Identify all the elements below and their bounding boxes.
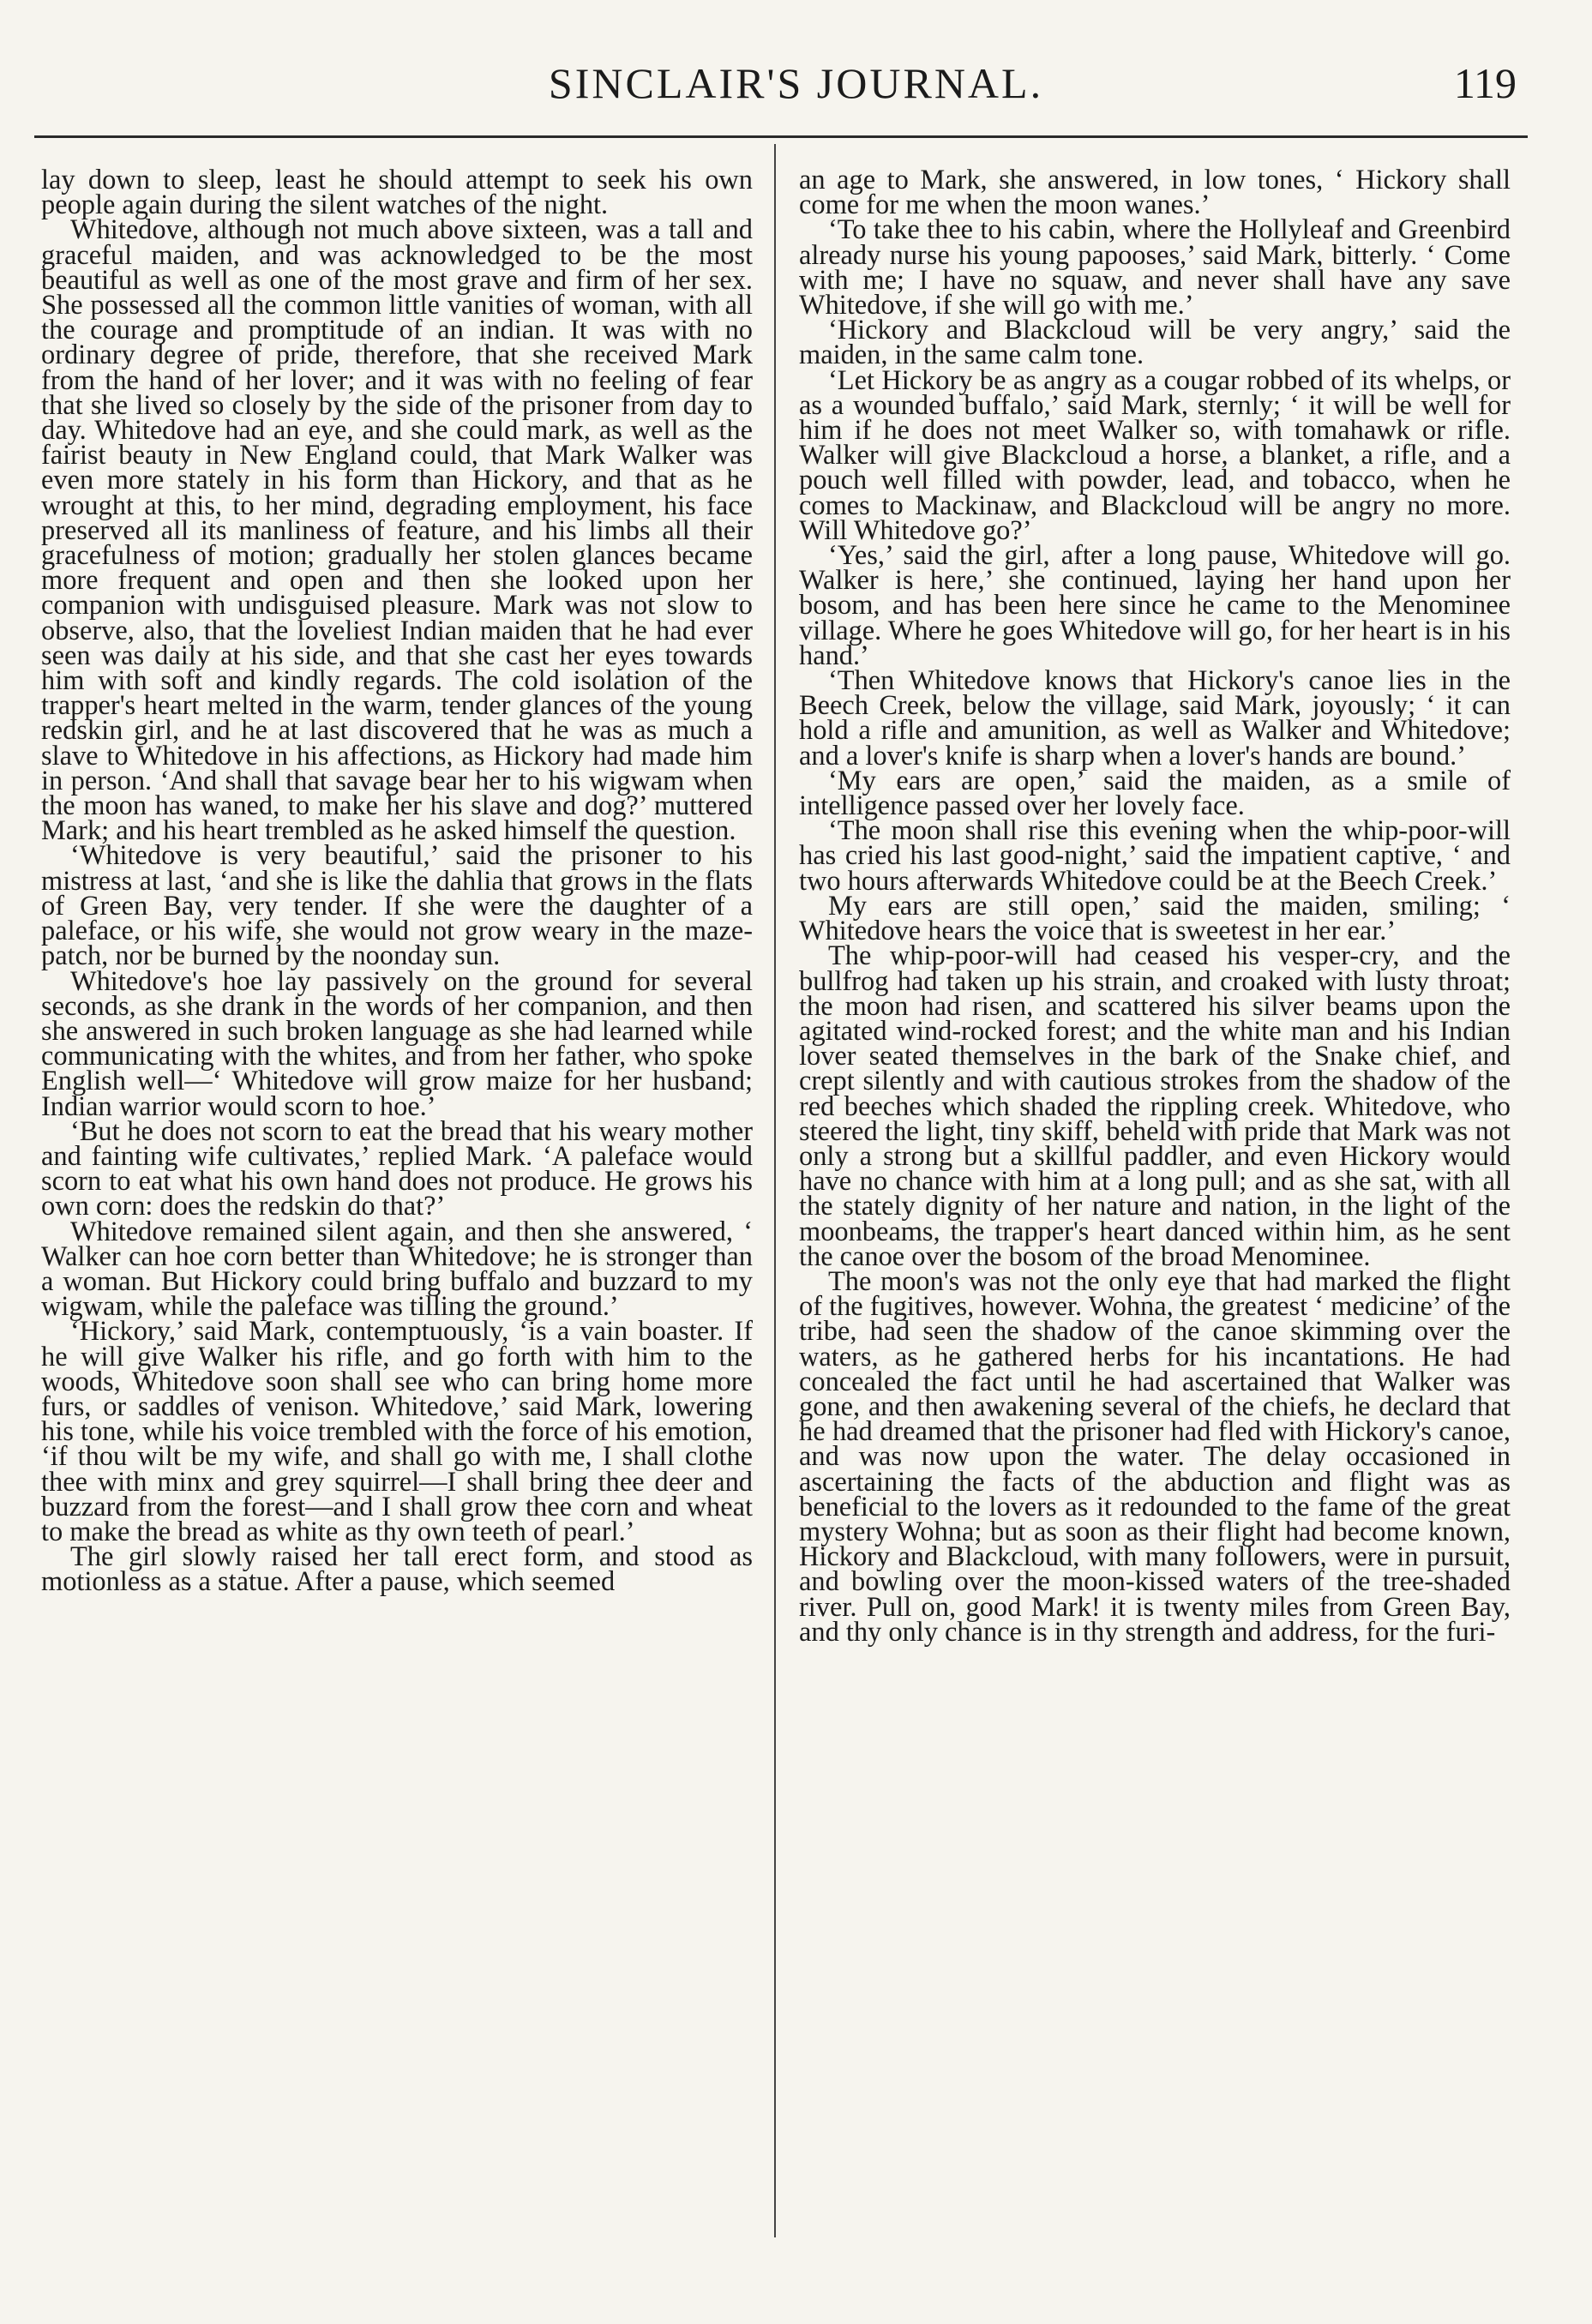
paragraph: The whip-poor-will had ceased his vesper-cry, and the bullfrog had taken up his strain, and croaked with lusty throat; the moon had risen, and scattered his silver beams upon the agitated wind-rocked forest; and the white man and his Indian lover seated themselves in the bark of the Snake chief, and crept silently and with cautious strokes from the shadow of the red beeches which shaded the rippling creek. Whitedove, who steered the light, tiny skiff, beheld with pride that Mark was not only a strong but a skillful paddler, and even Hickory would have no chance with him at a long pull; and as she sat, with all the stately dignity of her nature and nation, in the light of the moonbeams, the trapper's heart danced within him, as he sent the canoe over the bosom of the broad Menominee. [799,940,1511,1272]
running-title: SINCLAIR'S JOURNAL. [548,59,1044,107]
paragraph: ‘Then Whitedove knows that Hickory's canoe lies in the Beech Creek, below the village, said Mark, joyously; ‘ it can hold a rifle and amunition, as well as Walker and Whitedove; and a lover's knife is sharp when a lover's hands are bound.’ [799,665,1511,772]
paragraph: ‘My ears are open,’ said the maiden, as a smile of intelligence passed over her lovely face. [799,765,1511,822]
paragraph: an age to Mark, she answered, in low tones, ‘ Hickory shall come for me when the moon wanes.’ [799,168,1511,221]
paragraph: Whitedove's hoe lay passively on the ground for several seconds, as she drank in the words of her companion, and then she answered in such broken language as she had learned while communicating with the whites, and from her father, who spoke English well—‘ Whitedove will grow maize for her husband; Indian warrior would scorn to hoe.’ [41,965,753,1122]
paragraph: lay down to sleep, least he should attempt to seek his own people again during the silent watches of the night. [41,168,753,221]
page-number: 119 [1453,59,1517,107]
page-header [0,0,1592,137]
paragraph: ‘Yes,’ said the girl, after a long pause, Whitedove will go. Walker is here,’ she continued, laying her hand upon her bosom, and has been here since he came to the Menominee village. Where he goes Whitedove will go, for her heart is in his hand.’ [799,540,1511,671]
paragraph: The moon's was not the only eye that had marked the flight of the fugitives, however. Wohna, the greatest ‘ medicine’ of the tribe, had seen the shadow of the canoe skimming over the waters, as he gathered herbs for his incantations. He had concealed the fact until he had ascertained that Walker was gone, and then awakening several of the chiefs, he declard that he had dreamed that the prisoner had fled with Hickory's canoe, and was now upon the water. The delay occasioned in ascertaining the facts of the abduction and flight was as beneficial to the lovers as it redounded to the fame of the great mystery Wohna; but as soon as their flight had become known, Hickory and Blackcloud, with many followers, were in pursuit, and bowling over the moon-kissed waters of the tree-shaded river. Pull on, good Mark! it is twenty miles from Green Bay, and thy only chance is in thy strength and address, for the furi- [799,1265,1511,1648]
paragraph: Whitedove remained silent again, and then she answered, ‘ Walker can hoe corn better than Whitedove; he is stronger than a woman. But Hickory could bring buffalo and buzzard to my wigwam, while the paleface was tilling the ground.’ [41,1216,753,1323]
paragraph: ‘To take thee to his cabin, where the Hollyleaf and Greenbird already nurse his young papooses,’ said Mark, bitterly. ‘ Come with me; I have no squaw, and never shall have any save Whitedove, if she will go with me.’ [799,214,1511,321]
paragraph: Whitedove, although not much above sixteen, was a tall and graceful maiden, and was acknowledged to be the most beautiful as well as one of the most grave and firm of her sex. She possessed all the common little vanities of woman, with all the courage and promptitude of an indian. It was with no ordinary degree of pride, therefore, that she received Mark from the hand of her lover; and it was with no feeling of fear that she lived so closely by the side of the prisoner from day to day. Whitedove had an eye, and she could mark, as well as the fairist beauty in New England could, that Mark Walker was even more stately in his form than Hickory, and that as he wrought at this, to her mind, degrading employment, his face preserved all its manliness of feature, and his limbs all their gracefulness of motion; gradually her stolen glances became more frequent and open and then she looked upon her companion with undisguised pleasure. Mark was not slow to observe, also, that the loveliest Indian maiden that he had ever seen was daily at his side, and that she cast her eyes towards him with soft and kindly regards. The cold isolation of the trapper's heart melted in the warm, tender glances of the young redskin girl, and he at last discovered that he was as much a slave to Whitedove in his affections, as Hickory had made him in person. ‘And shall that savage bear her to his wigwam when the moon has waned, to make her his slave and dog?’ muttered Mark; and his heart trembled as he asked himself the question. [41,214,753,847]
header-rule [34,135,1528,138]
paragraph: ‘The moon shall rise this evening when the whip-poor-will has cried his last good-night,’ said the impatient captive, ‘ and two hours afterwards Whitedove could be at the Beech Creek.’ [799,815,1511,897]
paragraph: ‘Hickory and Blackcloud will be very angry,’ said the maiden, in the same calm tone. [799,315,1511,371]
left-column [41,168,753,2251]
paragraph: My ears are still open,’ said the maiden, smiling; ‘ Whitedove hears the voice that is sweetest in her ear.’ [799,890,1511,947]
paragraph: ‘Hickory,’ said Mark, contemptuously, ‘is a vain boaster. If he will give Walker his rifle, and go forth with him to the woods, Whitedove soon shall see who can bring home more furs, or saddles of venison. Whitedove,’ said Mark, lowering his tone, while his voice trembled with the force of his emotion, ‘if thou wilt be my wife, and shall go with me, I shall clothe thee with minx and grey squirrel—I shall bring thee deer and buzzard from the forest—and I shall grow thee corn and wheat to make the bread as white as thy own teeth of pearl.’ [41,1316,753,1547]
paragraph: ‘But he does not scorn to eat the bread that his weary mother and fainting wife cultivates,’ replied Mark. ‘A paleface would scorn to eat what his own hand does not produce. He grows his own corn: does the redskin do that?’ [41,1115,753,1222]
column-separator [774,144,776,2237]
right-column [799,168,1511,2251]
paragraph: ‘Let Hickory be as angry as a cougar robbed of its whelps, or as a wounded buffalo,’ said Mark, sternly; ‘ it will be well for him if he does not meet Walker so, with tomahawk or rifle. Walker will give Blackcloud a horse, a blanket, a rifle, and a pouch well filled with powder, lead, and tobacco, when he comes to Mackinaw, and Blackcloud will be angry no more. Will Whitedove go?’ [799,364,1511,546]
paragraph: ‘Whitedove is very beautiful,’ said the prisoner to his mistress at last, ‘and she is like the dahlia that grows in the flats of Green Bay, very tender. If she were the daughter of a paleface, or his wife, she would not grow weary in the maze-patch, nor be burned by the noonday sun. [41,840,753,972]
paragraph: The girl slowly raised her tall erect form, and stood as motionless as a statue. After a pause, which seemed [41,1541,753,1598]
